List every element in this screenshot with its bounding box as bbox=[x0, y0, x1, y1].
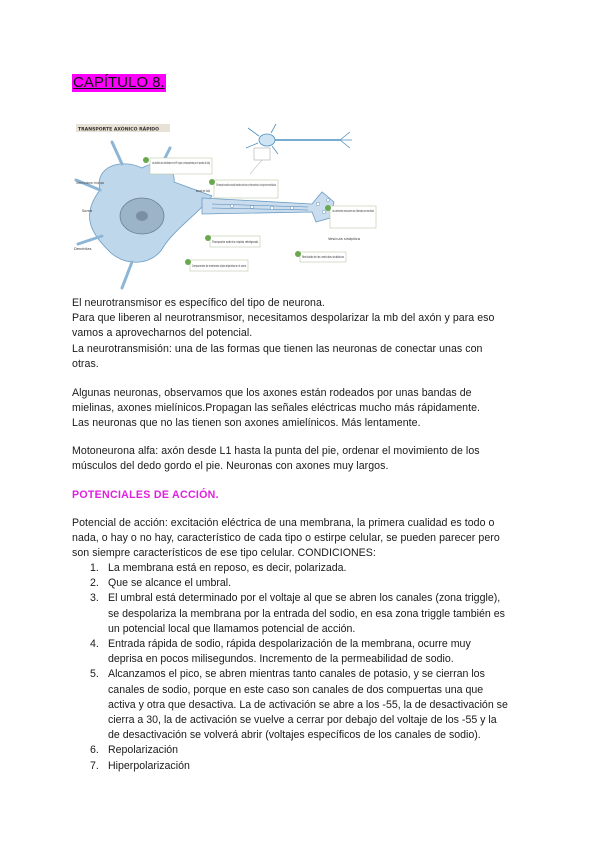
paragraph-neurotransmitter bbox=[72, 296, 532, 372]
label-dendrites: Dendritas bbox=[74, 247, 92, 251]
paragraph-motoneuron bbox=[72, 444, 532, 474]
text-line: se despolariza la membrana por la entrada del sodio, en esa zona triggle también es bbox=[108, 607, 505, 620]
text-line: mielinas, axones mielínicos.Propagan las señales eléctricas mucho más rápidamente. bbox=[72, 402, 481, 415]
text-line: músculos del dedo gordo el pie. Neuronas con axones muy largos. bbox=[72, 460, 389, 473]
text-line: vamos a aprovecharnos del potencial. bbox=[72, 327, 253, 340]
label-golgi: Aparato de Golgi bbox=[196, 189, 210, 193]
text-line: La membrana está en reposo, es decir, polarizada. bbox=[108, 562, 347, 574]
text-line: Alcanzamos el pico, se abren mientras tanto canales de potasio, y se cierran los bbox=[108, 668, 485, 681]
callout-2: El transporte axónico rápido traslada vesículas y mitocondrias a lo largo de microtúbulos bbox=[216, 183, 277, 187]
text-line: El neurotransmisor es específico del tipo de neurona. bbox=[72, 297, 325, 309]
list-item bbox=[72, 759, 532, 774]
list-item bbox=[72, 637, 532, 667]
text-line: de desactivación se volverá abrir (voltajes específicos de los canales de sodio). bbox=[108, 729, 481, 742]
text-line: un potencial local que llamamos potencial de acción. bbox=[108, 622, 356, 635]
text-line: otras. bbox=[72, 357, 99, 370]
text-line: El umbral está determinado por el voltaje al que se abren los canales (zona triggle), bbox=[108, 592, 501, 605]
text-line: Las neuronas que no las tienen son axones amielínicos. Más lentamente. bbox=[72, 417, 421, 430]
list-number: 1. bbox=[90, 562, 99, 574]
list-item bbox=[72, 561, 532, 576]
section-title: POTENCIALES DE ACCIÓN. bbox=[72, 489, 219, 501]
callout-3: Transporte axónico rápido retrógrado bbox=[211, 240, 258, 244]
text-line: deprisa en pocos milisegundos. Incremento de la permeabilidad de sodio. bbox=[108, 653, 454, 666]
text-line: Para que liberen al neurotransmisor, necesitamos despolarizar la mb del axón y para eso bbox=[72, 312, 495, 325]
list-number: 6. bbox=[90, 744, 99, 757]
list-number: 3. bbox=[90, 592, 99, 605]
list-number: 7. bbox=[90, 759, 99, 772]
neuron-transport-figure bbox=[72, 118, 392, 290]
chapter-title: CAPÍTULO 8. bbox=[73, 74, 165, 91]
list-item bbox=[72, 576, 532, 591]
callout-1: Los péptidos son sintetizados en el RE rugoso y empaquetados por el aparato de Golgi bbox=[152, 161, 210, 165]
text-line: son siempre característicos de ese tipo celular. CONDICIONES: bbox=[72, 547, 376, 560]
text-line: activa y otra que desactiva. La de activación se abre a los -55, la de desactivación se bbox=[108, 698, 508, 711]
label-soma: Soma bbox=[82, 209, 93, 213]
text-line: cierra a 30, la de activación se vuelve a cerrar por debajo del voltaje de los -55 y la bbox=[108, 714, 497, 727]
label-vesicle: Vesícula sináptica bbox=[328, 237, 361, 241]
label-ribosomes: Síntesis en los ribosomas / retículo rugoso bbox=[76, 181, 104, 185]
figure-header: TRANSPORTE AXÓNICO RÁPIDO bbox=[78, 127, 160, 133]
conditions-list bbox=[72, 561, 532, 774]
text-line: Hiperpolarización bbox=[108, 759, 190, 772]
paragraph-action-potential bbox=[72, 516, 532, 562]
list-number: 4. bbox=[90, 638, 99, 651]
list-item bbox=[72, 591, 532, 637]
text-line: Repolarización bbox=[108, 744, 179, 757]
callout-6: Reciclado de las vesículas sinápticas bbox=[302, 255, 345, 259]
text-line: nada, o hay o no hay, característico de cada tipo o estirpe celular, se pueden parecer pero bbox=[72, 532, 500, 545]
list-number: 5. bbox=[90, 668, 99, 681]
list-number: 2. bbox=[90, 577, 99, 590]
text-line: Algunas neuronas, observamos que los axones están rodeados por unas bandas de bbox=[72, 387, 472, 399]
text-line: Entrada rápida de sodio, rápida despolarización de la membrana, ocurre muy bbox=[108, 638, 471, 651]
text-line: La neurotransmisión: una de las formas que tienen las neuronas de conectar unas con bbox=[72, 342, 483, 355]
paragraph-myelin bbox=[72, 386, 532, 432]
list-item bbox=[72, 743, 532, 758]
list-item bbox=[72, 667, 532, 743]
callout-5: Los contenidos vesiculares son liberados por exocitosis bbox=[332, 209, 375, 213]
text-line: Motoneurona alfa: axón desde L1 hasta la punta del pie, ordenar el movimiento de los bbox=[72, 445, 480, 457]
text-line: Que se alcance el umbral. bbox=[108, 577, 232, 590]
text-line: canales de sodio, porque en este caso son canales de dos compuertas una que bbox=[108, 683, 484, 696]
text-line: Potencial de acción: excitación eléctrica de una membrana, la primera cualidad es todo o bbox=[72, 517, 495, 529]
callout-4: Componentes de membrana viejos digeridos en el soma bbox=[192, 264, 246, 268]
